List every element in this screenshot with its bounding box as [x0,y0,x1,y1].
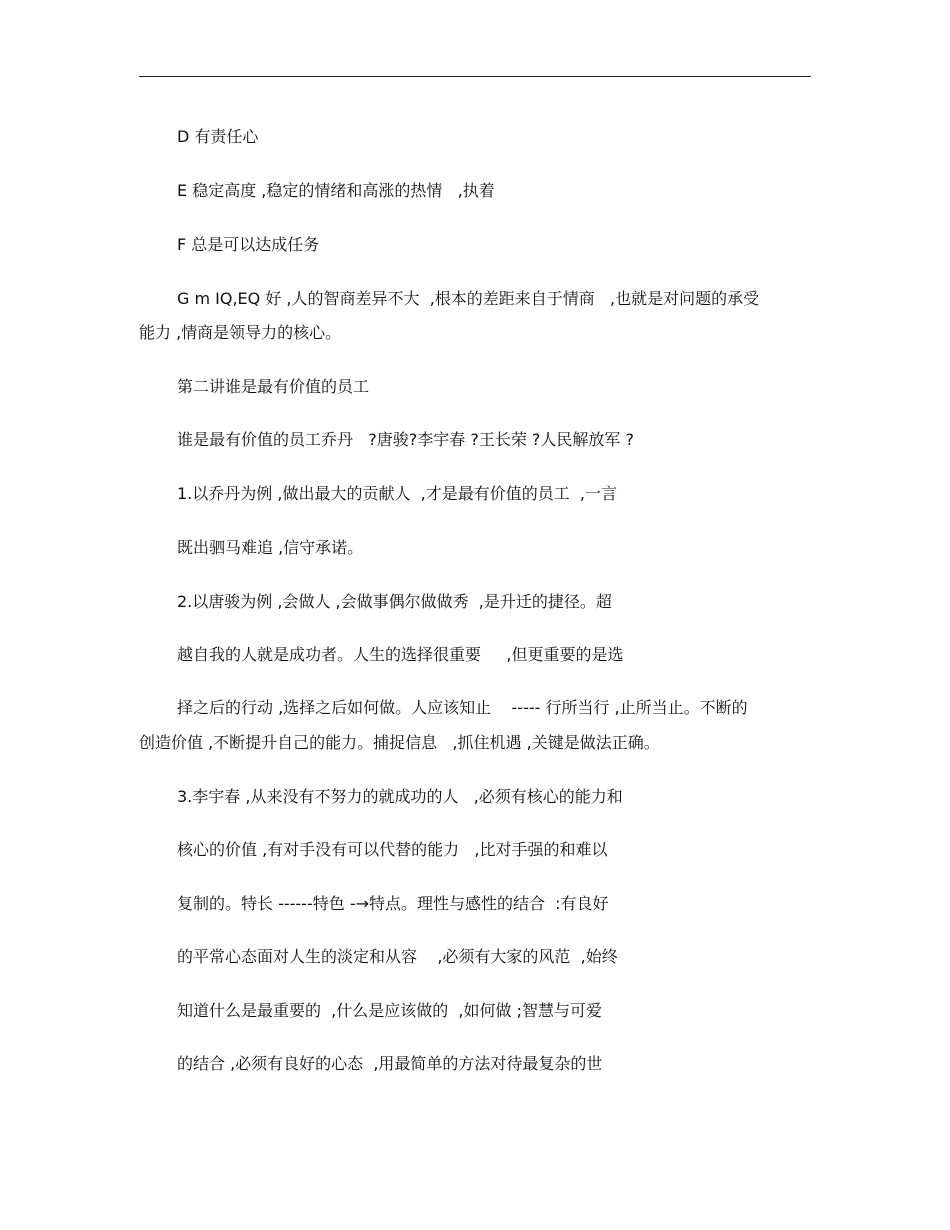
text-line: 谁是最有价值的员工乔丹 ?唐骏?李宇春 ?王长荣 ?人民解放军 ? [177,430,634,449]
text-line: 的结合 ,必须有良好的心态 ,用最简单的方法对待最复杂的世 [177,1054,603,1073]
text-line: 择之后的行动 ,选择之后如何做。人应该知止 ----- 行所当行 ,止所当止。不断的 [177,698,748,717]
text-line: D 有责任心 [177,127,259,146]
text-line: 3.李宇春 ,从来没有不努力的就成功的人 ,必须有核心的能力和 [177,787,623,806]
text-line: 知道什么是最重要的 ,什么是应该做的 ,如何做 ;智慧与可爱 [177,1001,602,1020]
text-line: G m IQ,EQ 好 ,人的智商差异不大 ,根本的差距来自于情商 ,也就是对问题的承受 [177,289,760,308]
header-rule [139,76,811,77]
text-line: 创造价值 ,不断提升自己的能力。捕捉信息 ,抓住机遇 ,关键是做法正确。 [139,733,660,752]
text-line: 核心的价值 ,有对手没有可以代替的能力 ,比对手强的和难以 [177,840,608,859]
text-line: 越自我的人就是成功者。人生的选择很重要 ,但更重要的是选 [177,645,624,664]
text-line: F 总是可以达成任务 [177,235,320,254]
section-heading: 第二讲谁是最有价值的员工 [177,377,370,396]
text-line: 复制的。特长 ------特色 -→特点。理性与感性的结合 :有良好 [177,894,609,913]
text-line: 能力 ,情商是领导力的核心。 [139,323,342,342]
text-line: 2.以唐骏为例 ,会做人 ,会做事偶尔做做秀 ,是升迁的捷径。超 [177,592,612,611]
text-line: 的平常心态面对人生的淡定和从容 ,必须有大家的风范 ,始终 [177,947,618,966]
text-line: E 稳定高度 ,稳定的情绪和高涨的热情 ,执着 [177,181,495,200]
text-line: 既出驷马难追 ,信守承诺。 [177,538,364,557]
text-line: 1.以乔丹为例 ,做出最大的贡献人 ,才是最有价值的员工 ,一言 [177,484,617,503]
